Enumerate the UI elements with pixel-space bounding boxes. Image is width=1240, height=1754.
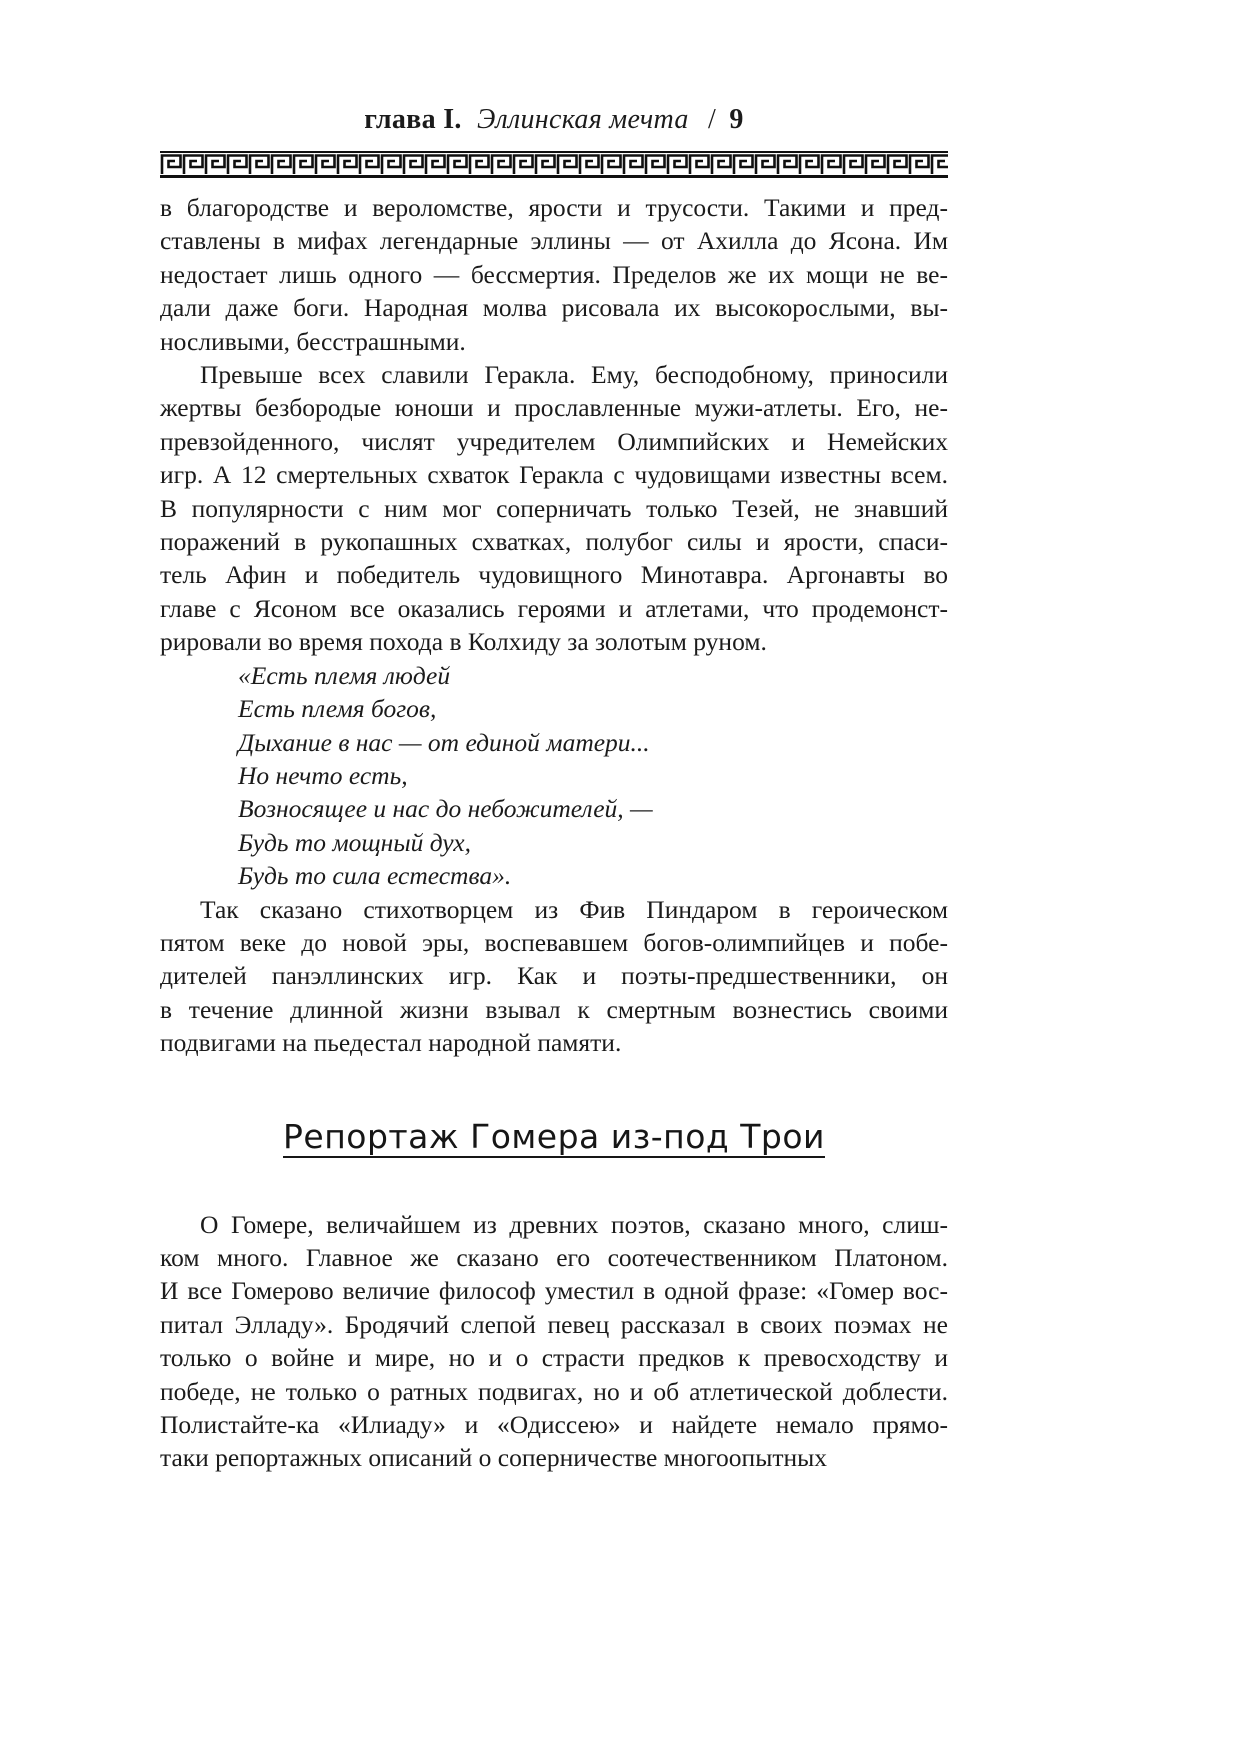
verse-line: Но нечто есть, bbox=[238, 760, 408, 790]
text-line: ком много. Главное же сказано его соотечественником Платоном. bbox=[160, 1242, 948, 1272]
body-content bbox=[160, 191, 948, 1475]
text-line: питал Элладу». Бродячий слепой певец рассказал в своих поэмах не bbox=[160, 1309, 948, 1339]
text-line: Полистайте-ка «Илиаду» и «Одиссею» и найдете немало прямо- bbox=[160, 1410, 948, 1439]
chapter-label: глава I. bbox=[364, 104, 462, 135]
paragraph bbox=[160, 1208, 948, 1475]
verse-line: Дыхание в нас — от единой матери... bbox=[238, 727, 650, 757]
text-line: подвигами на пьедестал народной памяти. bbox=[160, 1028, 622, 1058]
text-line: в течение длинной жизни взывал к смертным вознестись своими bbox=[160, 994, 948, 1024]
greek-key-ornament bbox=[160, 151, 948, 178]
text-column bbox=[160, 0, 948, 1475]
text-line: Так сказано стихотворцем из Фив Пиндаром в героическом bbox=[200, 894, 948, 924]
text-line: О Гомере, величайшем из древних поэтов, сказано много, слиш- bbox=[200, 1209, 948, 1239]
verse-line: Будь то сила естества». bbox=[238, 861, 512, 891]
verse-line: «Есть племя людей bbox=[238, 660, 451, 690]
section-heading bbox=[160, 1117, 948, 1156]
greek-key-pattern-svg bbox=[160, 153, 948, 175]
text-line: И все Гомерово величие философ уместил в одной фразе: «Гомер вос- bbox=[160, 1276, 948, 1306]
text-line: рировали во время похода в Колхиду за золотым руном. bbox=[160, 627, 767, 657]
text-line: победе, не только о ратных подвигах, но и об атлетической доблести. bbox=[160, 1376, 948, 1406]
text-line: поражений в рукопашных схватках, полубог силы и ярости, спаси- bbox=[160, 527, 948, 557]
text-line: превзойденного, числят учредителем Олимпийских и Немейских bbox=[160, 426, 948, 456]
text-line: дали даже боги. Народная молва рисовала их высокорослыми, вы- bbox=[160, 293, 948, 323]
header-separator: / bbox=[707, 104, 717, 135]
page-number: 9 bbox=[729, 104, 744, 135]
text-line: ставлены в мифах легендарные эллины — от Ахилла до Ясона. Им bbox=[160, 226, 948, 256]
section-heading-text: Репортаж Гомера из-под Трои bbox=[283, 1116, 825, 1156]
text-line: пятом веке до новой эры, воспевавшем богов-олимпийцев и побе- bbox=[160, 927, 948, 957]
paragraph bbox=[160, 191, 948, 358]
text-line: только о войне и мире, но и о страсти предков к превосходству и bbox=[160, 1343, 948, 1373]
text-line: В популярности с ним мог соперничать только Тезей, не знавший bbox=[160, 493, 948, 523]
verse-line: Будь то мощный дух, bbox=[238, 827, 471, 857]
verse-line: Возносящее и нас до небожителей, — bbox=[238, 794, 653, 824]
text-line: носливыми, бесстрашными. bbox=[160, 326, 466, 356]
text-line: в благородстве и вероломстве, ярости и трусости. Такими и пред- bbox=[160, 193, 948, 222]
text-line: таки репортажных описаний о соперничестве многоопытных bbox=[160, 1443, 827, 1473]
verse-line: Есть племя богов, bbox=[238, 694, 437, 724]
text-line: игр. А 12 смертельных схваток Геракла с чудовищами известны всем. bbox=[160, 460, 948, 490]
text-line: главе с Ясоном все оказались героями и атлетами, что продемонст- bbox=[160, 593, 948, 623]
page-header bbox=[160, 104, 948, 136]
text-line: недостает лишь одного — бессмертия. Пределов же их мощи не ве- bbox=[160, 259, 948, 289]
chapter-title: Эллинская мечта bbox=[477, 104, 689, 135]
verse-block bbox=[238, 659, 948, 893]
paragraph bbox=[160, 358, 948, 659]
text-line: дителей панэллинских игр. Как и поэты-предшественники, он bbox=[160, 961, 948, 991]
text-line: жертвы безбородые юноши и прославленные мужи-атлеты. Его, не- bbox=[160, 393, 948, 423]
text-line: тель Афин и победитель чудовищного Минотавра. Аргонавты во bbox=[160, 560, 948, 590]
text-line: Превыше всех славили Геракла. Ему, бесподобному, приносили bbox=[200, 360, 948, 390]
paragraph bbox=[160, 893, 948, 1060]
